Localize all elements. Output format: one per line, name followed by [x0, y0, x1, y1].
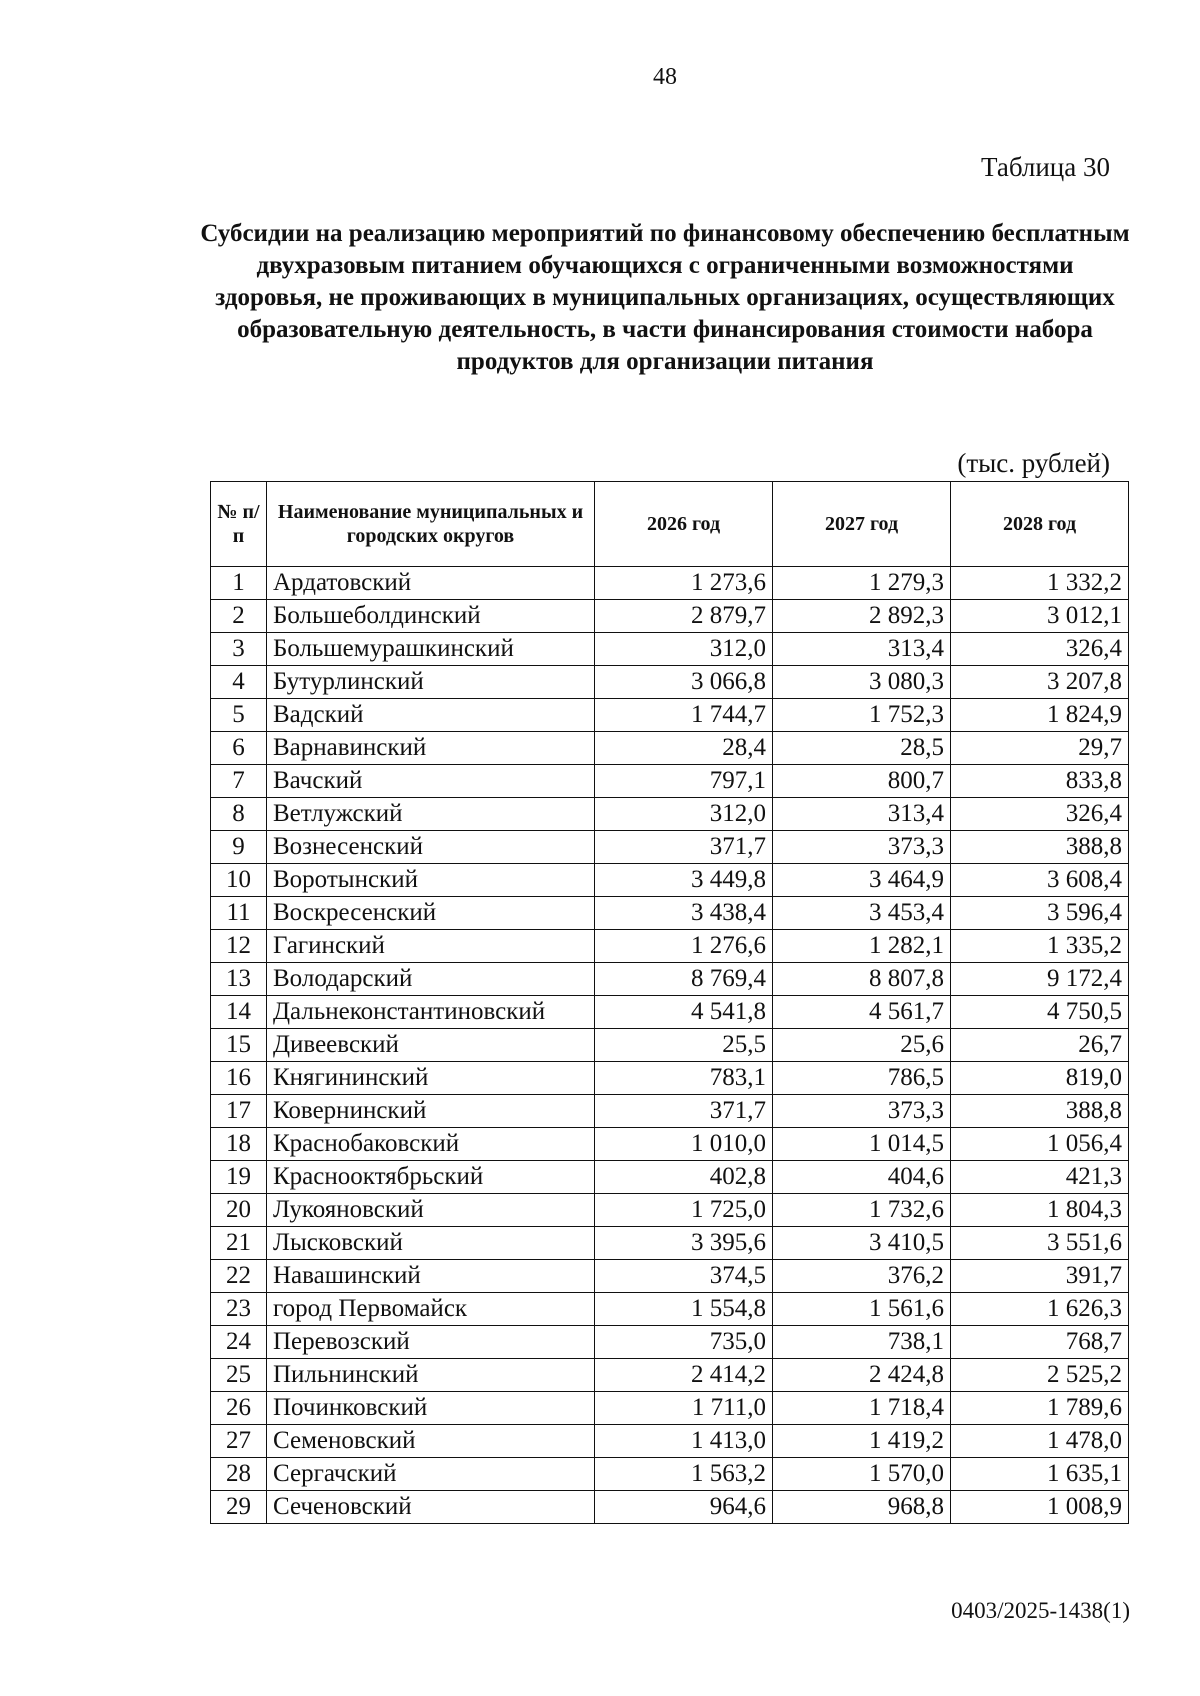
header-2028: 2028 год [951, 482, 1129, 567]
value-2028: 391,7 [951, 1260, 1129, 1293]
value-2026: 1 744,7 [595, 699, 773, 732]
value-2027: 313,4 [773, 798, 951, 831]
municipality-name: Лукояновский [267, 1194, 595, 1227]
row-number: 1 [211, 567, 267, 600]
value-2028: 768,7 [951, 1326, 1129, 1359]
header-2026: 2026 год [595, 482, 773, 567]
table-row [211, 1194, 1129, 1227]
table-row [211, 1359, 1129, 1392]
value-2028: 3 596,4 [951, 897, 1129, 930]
municipality-name: Пильнинский [267, 1359, 595, 1392]
municipality-name: Ветлужский [267, 798, 595, 831]
table-row [211, 600, 1129, 633]
value-2026: 3 449,8 [595, 864, 773, 897]
municipality-name: Большемурашкинский [267, 633, 595, 666]
table-row [211, 963, 1129, 996]
municipality-name: Гагинский [267, 930, 595, 963]
row-number: 2 [211, 600, 267, 633]
value-2028: 326,4 [951, 633, 1129, 666]
municipality-name: Вадский [267, 699, 595, 732]
table-row [211, 732, 1129, 765]
value-2026: 1 711,0 [595, 1392, 773, 1425]
value-2028: 819,0 [951, 1062, 1129, 1095]
row-number: 3 [211, 633, 267, 666]
value-2027: 8 807,8 [773, 963, 951, 996]
value-2027: 373,3 [773, 1095, 951, 1128]
value-2026: 371,7 [595, 1095, 773, 1128]
table-row [211, 1062, 1129, 1095]
row-number: 10 [211, 864, 267, 897]
municipality-name: Сергачский [267, 1458, 595, 1491]
table-row [211, 930, 1129, 963]
table-row [211, 1161, 1129, 1194]
value-2027: 968,8 [773, 1491, 951, 1524]
row-number: 20 [211, 1194, 267, 1227]
municipality-name: Воротынский [267, 864, 595, 897]
row-number: 15 [211, 1029, 267, 1062]
row-number: 11 [211, 897, 267, 930]
table-body [211, 567, 1129, 1524]
header-municipality: Наименование муниципальных и городских округов [267, 482, 595, 567]
municipality-name: Вачский [267, 765, 595, 798]
municipality-name: Володарский [267, 963, 595, 996]
value-2028: 3 012,1 [951, 600, 1129, 633]
municipality-name: Дальнеконстантиновский [267, 996, 595, 1029]
value-2027: 376,2 [773, 1260, 951, 1293]
table-header-row [211, 482, 1129, 567]
value-2028: 1 478,0 [951, 1425, 1129, 1458]
value-2026: 374,5 [595, 1260, 773, 1293]
value-2028: 3 608,4 [951, 864, 1129, 897]
row-number: 7 [211, 765, 267, 798]
value-2028: 1 824,9 [951, 699, 1129, 732]
value-2026: 25,5 [595, 1029, 773, 1062]
value-2027: 25,6 [773, 1029, 951, 1062]
header-number: № п/п [211, 482, 267, 567]
value-2027: 2 892,3 [773, 600, 951, 633]
value-2028: 2 525,2 [951, 1359, 1129, 1392]
value-2028: 1 789,6 [951, 1392, 1129, 1425]
value-2026: 1 276,6 [595, 930, 773, 963]
municipality-name: Перевозский [267, 1326, 595, 1359]
table-row [211, 996, 1129, 1029]
value-2028: 1 626,3 [951, 1293, 1129, 1326]
value-2028: 388,8 [951, 1095, 1129, 1128]
value-2027: 404,6 [773, 1161, 951, 1194]
table-row [211, 1029, 1129, 1062]
municipality-name: Краснооктябрьский [267, 1161, 595, 1194]
value-2026: 8 769,4 [595, 963, 773, 996]
value-2028: 1 335,2 [951, 930, 1129, 963]
document-code: 0403/2025-1438(1) [951, 1598, 1130, 1623]
value-2027: 1 718,4 [773, 1392, 951, 1425]
value-2026: 402,8 [595, 1161, 773, 1194]
value-2026: 964,6 [595, 1491, 773, 1524]
value-2027: 3 453,4 [773, 897, 951, 930]
row-number: 18 [211, 1128, 267, 1161]
value-2028: 1 008,9 [951, 1491, 1129, 1524]
value-2026: 1 554,8 [595, 1293, 773, 1326]
value-2027: 1 282,1 [773, 930, 951, 963]
row-number: 27 [211, 1425, 267, 1458]
value-2026: 783,1 [595, 1062, 773, 1095]
municipality-name: Починковский [267, 1392, 595, 1425]
value-2027: 1 014,5 [773, 1128, 951, 1161]
document-title: Субсидии на реализацию мероприятий по финансовому обеспечению бесплатным двухразовым питанием обучающихся с ограниченными возможностями здоровья, не проживающих в муниципальных организациях, осуществляющих образовательную деятельность, в части финансирования стоимости набора продуктов для организации питания [200, 220, 1130, 375]
table-row [211, 798, 1129, 831]
row-number: 21 [211, 1227, 267, 1260]
row-number: 23 [211, 1293, 267, 1326]
value-2027: 313,4 [773, 633, 951, 666]
value-2027: 1 570,0 [773, 1458, 951, 1491]
table-row [211, 864, 1129, 897]
value-2026: 1 413,0 [595, 1425, 773, 1458]
value-2027: 786,5 [773, 1062, 951, 1095]
value-2026: 371,7 [595, 831, 773, 864]
table-row [211, 1392, 1129, 1425]
value-2027: 1 561,6 [773, 1293, 951, 1326]
value-2026: 312,0 [595, 798, 773, 831]
value-2026: 1 010,0 [595, 1128, 773, 1161]
row-number: 24 [211, 1326, 267, 1359]
row-number: 29 [211, 1491, 267, 1524]
municipality-name: Варнавинский [267, 732, 595, 765]
value-2026: 3 395,6 [595, 1227, 773, 1260]
row-number: 19 [211, 1161, 267, 1194]
table-row [211, 1095, 1129, 1128]
row-number: 4 [211, 666, 267, 699]
municipality-name: Воскресенский [267, 897, 595, 930]
value-2026: 4 541,8 [595, 996, 773, 1029]
row-number: 9 [211, 831, 267, 864]
value-2028: 421,3 [951, 1161, 1129, 1194]
value-2026: 735,0 [595, 1326, 773, 1359]
value-2026: 1 563,2 [595, 1458, 773, 1491]
value-2028: 1 804,3 [951, 1194, 1129, 1227]
value-2028: 1 056,4 [951, 1128, 1129, 1161]
table-row [211, 666, 1129, 699]
municipality-name: Большеболдинский [267, 600, 595, 633]
municipality-name: Краснобаковский [267, 1128, 595, 1161]
municipality-name: город Первомайск [267, 1293, 595, 1326]
row-number: 28 [211, 1458, 267, 1491]
value-2028: 4 750,5 [951, 996, 1129, 1029]
municipality-name: Ардатовский [267, 567, 595, 600]
subsidy-table [210, 481, 1129, 1524]
value-2026: 2 414,2 [595, 1359, 773, 1392]
municipality-name: Сеченовский [267, 1491, 595, 1524]
units-label: (тыс. рублей) [957, 448, 1110, 478]
table-label: Таблица 30 [981, 152, 1110, 182]
value-2027: 1 279,3 [773, 567, 951, 600]
municipality-name: Дивеевский [267, 1029, 595, 1062]
value-2026: 1 725,0 [595, 1194, 773, 1227]
table-row [211, 699, 1129, 732]
table-row [211, 1227, 1129, 1260]
value-2026: 3 066,8 [595, 666, 773, 699]
value-2028: 29,7 [951, 732, 1129, 765]
municipality-name: Бутурлинский [267, 666, 595, 699]
table-row [211, 1491, 1129, 1524]
municipality-name: Ковернинский [267, 1095, 595, 1128]
value-2027: 3 464,9 [773, 864, 951, 897]
row-number: 5 [211, 699, 267, 732]
municipality-name: Лысковский [267, 1227, 595, 1260]
table-row [211, 1260, 1129, 1293]
row-number: 22 [211, 1260, 267, 1293]
value-2028: 1 635,1 [951, 1458, 1129, 1491]
table-row [211, 765, 1129, 798]
row-number: 16 [211, 1062, 267, 1095]
value-2027: 28,5 [773, 732, 951, 765]
value-2028: 326,4 [951, 798, 1129, 831]
table-row [211, 1293, 1129, 1326]
value-2028: 1 332,2 [951, 567, 1129, 600]
table-row [211, 633, 1129, 666]
value-2027: 4 561,7 [773, 996, 951, 1029]
row-number: 13 [211, 963, 267, 996]
municipality-name: Семеновский [267, 1425, 595, 1458]
value-2028: 3 207,8 [951, 666, 1129, 699]
value-2027: 2 424,8 [773, 1359, 951, 1392]
row-number: 12 [211, 930, 267, 963]
row-number: 17 [211, 1095, 267, 1128]
table-row [211, 1128, 1129, 1161]
value-2028: 26,7 [951, 1029, 1129, 1062]
municipality-name: Княгининский [267, 1062, 595, 1095]
table-row [211, 897, 1129, 930]
row-number: 25 [211, 1359, 267, 1392]
table-row [211, 1458, 1129, 1491]
value-2026: 2 879,7 [595, 600, 773, 633]
value-2026: 797,1 [595, 765, 773, 798]
header-2027: 2027 год [773, 482, 951, 567]
municipality-name: Вознесенский [267, 831, 595, 864]
table-row [211, 1425, 1129, 1458]
value-2027: 1 732,6 [773, 1194, 951, 1227]
value-2028: 833,8 [951, 765, 1129, 798]
value-2027: 1 419,2 [773, 1425, 951, 1458]
table-row [211, 831, 1129, 864]
value-2027: 3 410,5 [773, 1227, 951, 1260]
value-2028: 3 551,6 [951, 1227, 1129, 1260]
value-2028: 9 172,4 [951, 963, 1129, 996]
value-2027: 3 080,3 [773, 666, 951, 699]
value-2027: 738,1 [773, 1326, 951, 1359]
value-2027: 800,7 [773, 765, 951, 798]
table-row [211, 567, 1129, 600]
value-2026: 312,0 [595, 633, 773, 666]
page-number: 48 [653, 64, 677, 90]
value-2028: 388,8 [951, 831, 1129, 864]
value-2027: 1 752,3 [773, 699, 951, 732]
row-number: 8 [211, 798, 267, 831]
value-2026: 3 438,4 [595, 897, 773, 930]
row-number: 6 [211, 732, 267, 765]
row-number: 26 [211, 1392, 267, 1425]
value-2026: 1 273,6 [595, 567, 773, 600]
row-number: 14 [211, 996, 267, 1029]
municipality-name: Навашинский [267, 1260, 595, 1293]
value-2026: 28,4 [595, 732, 773, 765]
table-row [211, 1326, 1129, 1359]
value-2027: 373,3 [773, 831, 951, 864]
